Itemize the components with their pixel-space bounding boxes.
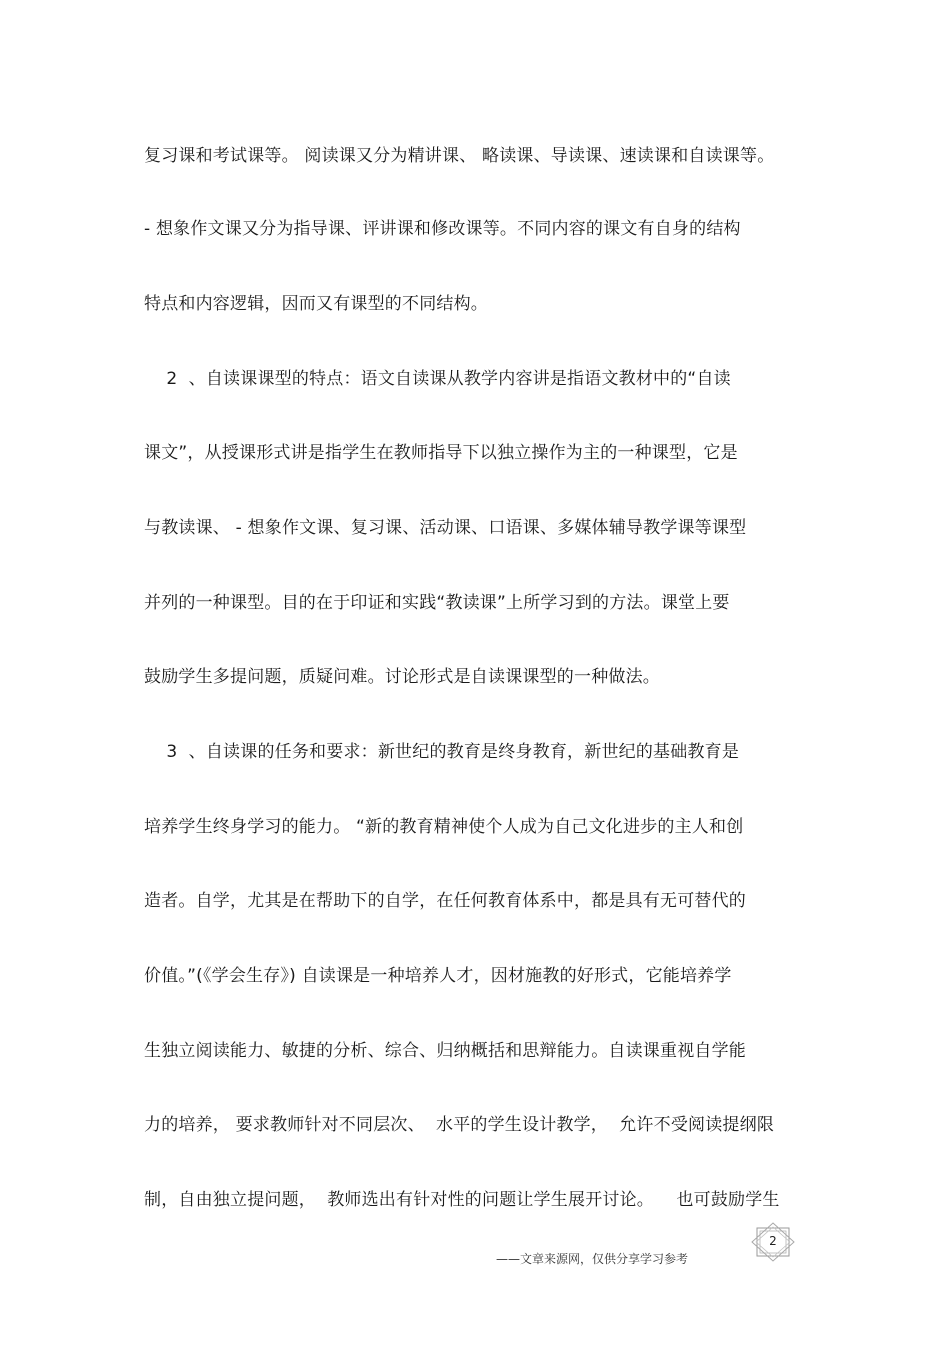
body-text-line: - 想象作文课又分为指导课、评讲课和修改课等。不同内容的课文有自身的结构 [144,219,741,239]
body-text-line: 造者。自学，尤其是在帮助下的自学，在任何教育体系中，都是具有无可替代的 [144,891,746,911]
page-number-badge [750,1222,796,1262]
page-number: 2 [769,1234,777,1248]
body-text-line: 3 、自读课的任务和要求：新世纪的教育是终身教育，新世纪的基础教育是 [144,742,740,762]
body-text-line: 生独立阅读能力、敏捷的分析、综合、归纳概括和思辩能力。自读课重视自学能 [144,1041,746,1061]
body-text-line: 并列的一种课型。目的在于印证和实践“教读课”上所学习到的方法。课堂上要 [144,593,730,613]
body-text-line: 价值。”(《学会生存》) 自读课是一种培养人才，因材施教的好形式，它能培养学 [144,966,732,986]
body-text-line: 复习课和考试课等。 阅读课又分为精讲课、 略读课、导读课、速读课和自读课等。 [144,146,775,166]
footer-source-note: ——文章来源网，仅供分享学习参考 [496,1252,689,1266]
body-text-line: 与教读课、 - 想象作文课、复习课、活动课、口语课、多媒体辅导教学课等课型 [144,518,747,538]
body-text-line: 课文”，从授课形式讲是指学生在教师指导下以独立操作为主的一种课型，它是 [144,443,738,463]
body-text-line: 鼓励学生多提问题，质疑问难。讨论形式是自读课课型的一种做法。 [144,667,660,687]
body-text-line: 制，自由独立提问题， 教师选出有针对性的问题让学生展开讨论。 也可鼓励学生 [144,1190,780,1210]
body-text-line: 特点和内容逻辑，因而又有课型的不同结构。 [144,294,488,314]
body-text-line: 培养学生终身学习的能力。 “新的教育精神使个人成为自己文化进步的主人和创 [144,817,744,837]
body-text-line: 力的培养， 要求教师针对不同层次、 水平的学生设计教学， 允许不受阅读提纲限 [144,1115,775,1135]
body-text-line: 2 、自读课课型的特点：语文自读课从教学内容讲是指语文教材中的“自读 [144,369,731,389]
